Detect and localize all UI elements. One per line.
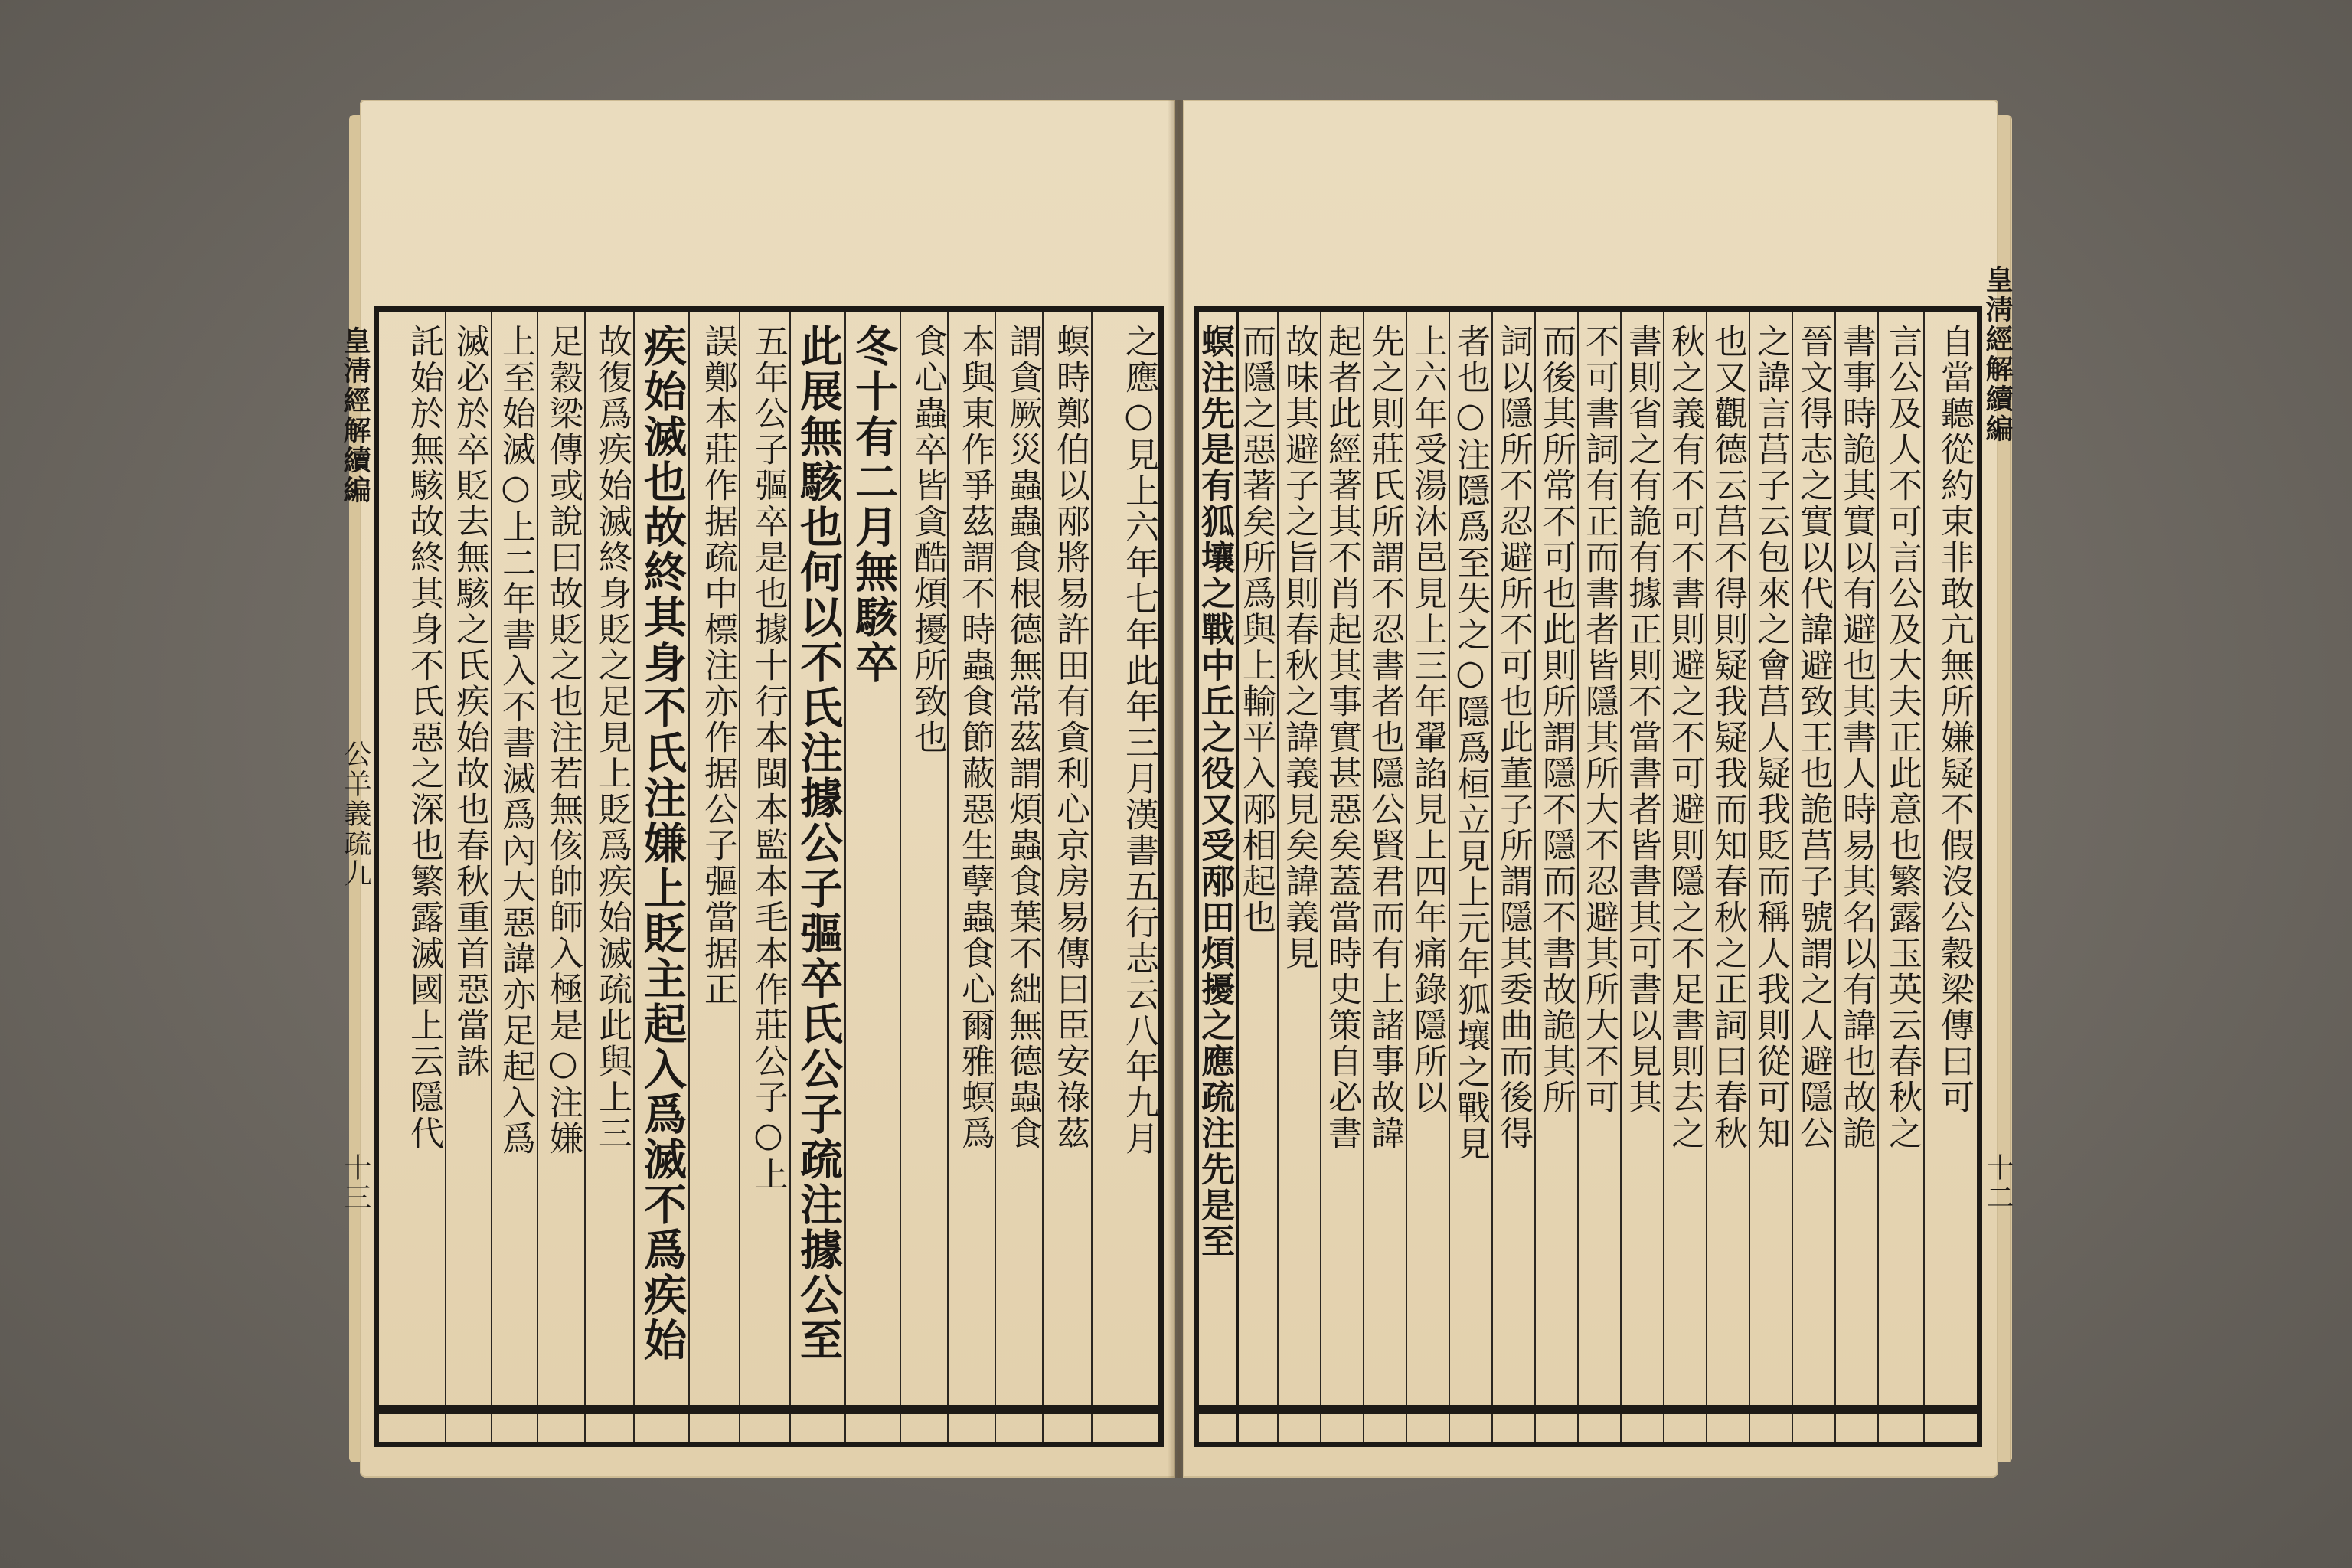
bottom-rule xyxy=(374,1405,1164,1414)
text-column: 詞以隱所不忍避所不可也此董子所謂隱其委曲而後得 xyxy=(1494,324,1533,1152)
text-column: 自當聽從約束非敢亢無所嫌疑不假沒公穀梁傳曰可 xyxy=(1935,324,1974,1116)
text-column: 疾始滅也故終其身不氏注嫌上貶主起入爲滅不爲疾始 xyxy=(637,324,688,1363)
chapter-title: 公羊義疏九 xyxy=(340,740,371,889)
text-column: 而隱之惡著矣所爲與上輸平入邴相起也 xyxy=(1236,324,1276,936)
text-column: 足穀梁傳或說曰故貶之也注若無侅帥師入極是○注嫌 xyxy=(544,324,583,1157)
text-column: 食心蟲卒皆貪酷煩擾所致也 xyxy=(908,324,947,756)
text-column: 螟時鄭伯以邴將易許田有貪利心京房易傳曰臣安祿茲 xyxy=(1050,324,1089,1152)
text-column: 上至始滅○上二年書入不書滅爲內大惡諱亦足起入爲 xyxy=(496,324,535,1157)
text-column: 先之則莊氏所謂不忍書者也隱公賢君而有上諸事故諱 xyxy=(1365,324,1404,1152)
page-header-title: 皇淸經解續編 xyxy=(1981,265,2014,444)
text-column: 書則省之有詭有據正則不當書者皆書其可書以見其 xyxy=(1622,324,1661,1116)
text-column: 滅必於卒貶去無駭之氏疾始故也春秋重首惡當誅 xyxy=(450,324,489,1080)
text-column: 秋之義有不可不書則避之不可避則隱之不足書則去之 xyxy=(1665,324,1704,1152)
page-header-title: 皇淸經解續編 xyxy=(339,326,371,505)
heading-column: 冬十有二月無駭卒 xyxy=(848,324,899,685)
text-column: 本與東作爭茲謂不時蟲食節蔽惡生孽蟲食心爾雅螟爲 xyxy=(956,324,995,1152)
text-column: 螟注先是有狐壤之戰中丘之役又受邴田煩擾之應疏注先是至 xyxy=(1195,324,1234,1259)
text-column: 言公及人不可言公及大夫正此意也繁露玉英云春秋之 xyxy=(1883,324,1922,1152)
text-frame xyxy=(1194,306,1982,1447)
text-column: 誤鄭本莊作据疏中標注亦作据公子彄當据正 xyxy=(698,324,737,1008)
text-column: 此展無駭也何以不氏注據公子彄卒氏公子疏注據公至 xyxy=(793,324,844,1363)
text-column: 而後其所常不可也此則所謂隱不隱而不書故詭其所 xyxy=(1537,324,1576,1116)
bottom-rule xyxy=(1194,1405,1982,1414)
open-book xyxy=(339,100,2014,1478)
text-column: 之應○見上六年七年此年三月漢書五行志云八年九月 xyxy=(1119,324,1158,1157)
text-column: 晉文得志之實以代諱避致王也詭莒子號謂之人避隱公 xyxy=(1794,324,1833,1152)
text-column: 上六年受湯沐邑見上三年翬諂見上四年痛錄隱所以 xyxy=(1408,324,1447,1116)
text-column: 不可書詞有正而書者皆隱其所大不忍避其所大不可 xyxy=(1579,324,1619,1116)
text-column: 書事時詭其實以有避也其書人時易其名以有諱也故詭 xyxy=(1837,324,1876,1152)
right-page xyxy=(1183,100,2014,1478)
text-column: 五年公子彄卒是也據十行本閩本監本毛本作莊公子○上 xyxy=(749,324,788,1193)
folio-number: 十二 xyxy=(1982,1153,2014,1213)
text-column: 起者此經著其不肖起其事實甚惡矣蓋當時史策自必書 xyxy=(1322,324,1361,1152)
text-column: 故復爲疾始滅終身貶之足見上貶爲疾始滅疏此與上三 xyxy=(593,324,632,1152)
text-column: 也又觀德云莒不得則疑我疑我而知春秋之正詞曰春秋 xyxy=(1708,324,1747,1152)
text-frame xyxy=(374,306,1164,1447)
text-column: 者也○注隱爲至失之○隱爲桓立見上元年狐壤之戰見 xyxy=(1451,324,1490,1162)
text-column: 謂貪厥災蟲蟲食根德無常茲謂煩蟲食葉不絀無德蟲食 xyxy=(1003,324,1042,1152)
text-column: 故味其避子之旨則春秋之諱義見矣諱義見 xyxy=(1279,324,1318,972)
text-column: 託始於無駭故終其身不氏惡之深也繁露滅國上云隱代 xyxy=(404,324,443,1152)
text-column: 之諱言莒子云包來之會莒人疑我貶而稱人我則從可知 xyxy=(1751,324,1790,1152)
left-page xyxy=(339,100,1175,1478)
folio-number: 十三 xyxy=(340,1153,371,1213)
